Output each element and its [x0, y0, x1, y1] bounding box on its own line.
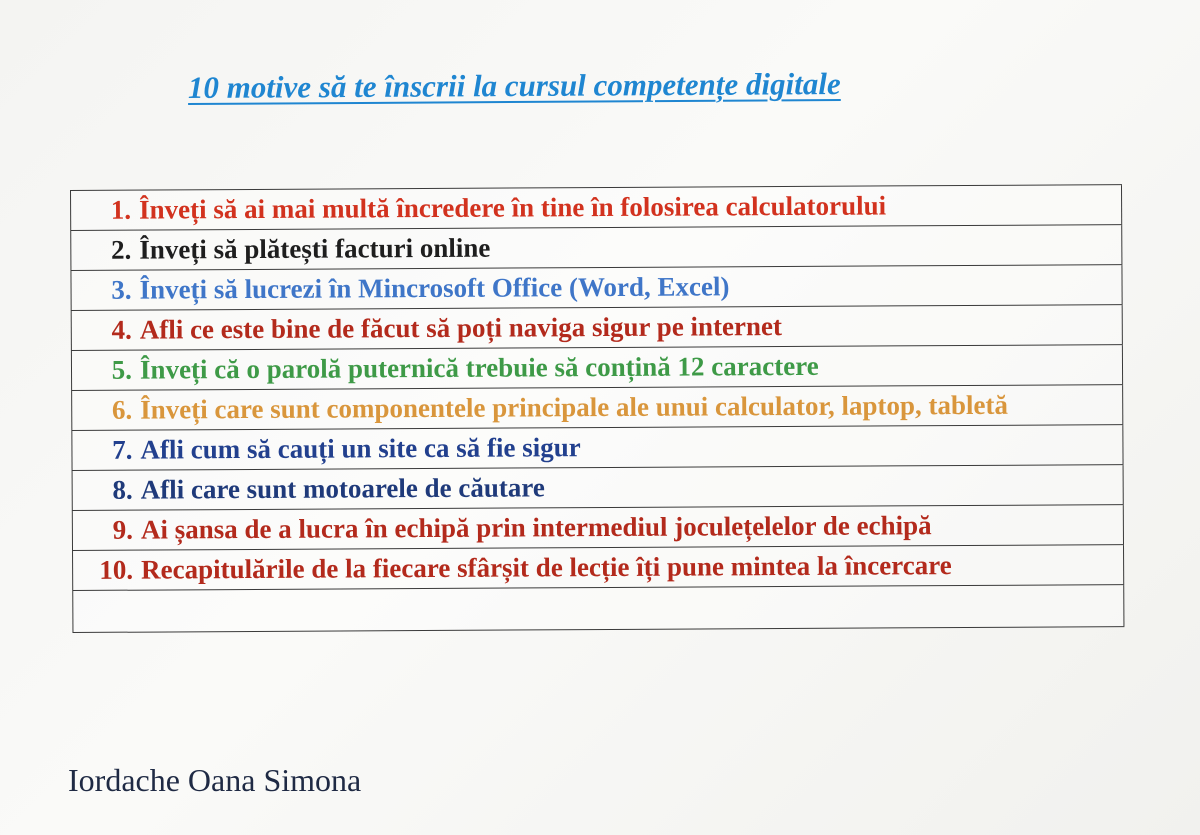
reason-text: Afli care sunt motoarele de căutare — [140, 472, 545, 505]
page-title: 10 motive să te înscrii la cursul competențe digitale — [187, 66, 841, 105]
reason-number: 10. — [99, 554, 134, 585]
reason-number: 6. — [111, 394, 133, 425]
reason-text: Înveți care sunt componentele principale ale unui calculator, laptop, tabletă — [140, 389, 1009, 425]
reason-text: Afli ce este bine de făcut să poți naviga sigur pe internet — [139, 311, 783, 345]
reason-text: Înveți să ai mai multă încredere în tine în folosirea calculatorului — [139, 190, 887, 225]
table-row — [71, 305, 1122, 351]
table-row — [73, 545, 1124, 591]
reason-text: Înveți că o parolă puternică trebuie să conțină 12 caractere — [139, 350, 819, 385]
table-row — [71, 225, 1122, 271]
reason-text: Afli cum să cauți un site ca să fie sigur — [140, 432, 581, 465]
table-row — [72, 425, 1123, 471]
reason-number: 5. — [111, 354, 133, 385]
reason-number: 3. — [111, 274, 132, 305]
reason-number: 9. — [112, 514, 133, 545]
table-row — [72, 465, 1123, 511]
reason-number: 1. — [110, 194, 132, 225]
table-row — [72, 505, 1123, 551]
reason-text: Înveți să lucrezi în Mincrosoft Office (Word, Excel) — [139, 271, 730, 305]
reason-number: 2. — [111, 234, 132, 265]
reason-number: 4. — [111, 314, 132, 345]
reason-text: Ai șansa de a lucra în echipă prin intermediul joculețelelor de echipă — [140, 510, 932, 545]
reason-number: 8. — [112, 474, 133, 505]
reasons-list — [71, 185, 1124, 633]
table-row — [71, 185, 1122, 231]
table-row — [72, 385, 1123, 431]
table-row — [71, 345, 1122, 391]
author-name: Iordache Oana Simona — [68, 762, 362, 798]
reasons-table — [70, 184, 1124, 633]
table-row — [71, 265, 1122, 311]
reason-text: Înveți să plătești facturi online — [139, 232, 491, 265]
empty-table-row — [73, 585, 1124, 633]
reason-number: 7. — [112, 434, 133, 465]
reason-text: Recapitulările de la fiecare sfârșit de lecție îți pune mintea la încercare — [141, 550, 952, 585]
